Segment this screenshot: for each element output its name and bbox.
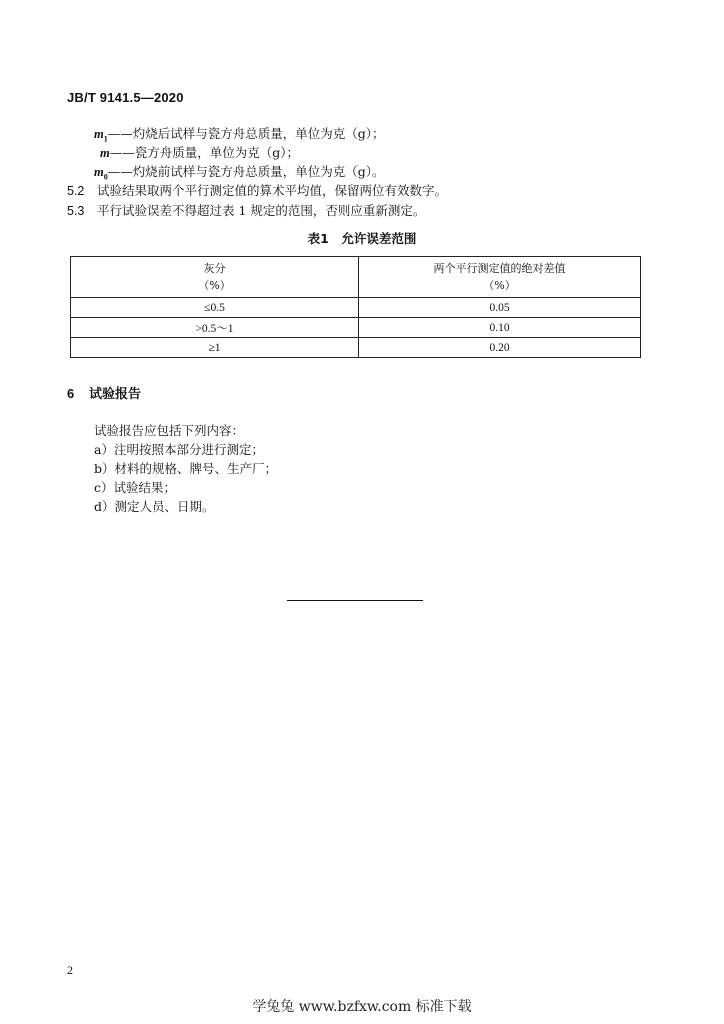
table-cell-diff: 0.20 <box>359 338 641 358</box>
table-row <box>71 298 641 318</box>
end-rule <box>287 600 423 601</box>
variable-definition-m1 <box>94 124 385 144</box>
clause-5-2 <box>67 181 447 199</box>
clause-number: 5.2 <box>67 184 85 198</box>
table-cell-ash: ≥1 <box>71 338 359 358</box>
table-cell-diff: 0.10 <box>359 318 641 338</box>
table-cell-ash: ≤0.5 <box>71 298 359 318</box>
variable-definition-m <box>100 143 299 163</box>
section-title-text: 试验报告 <box>89 387 142 402</box>
section-number: 6 <box>67 386 75 401</box>
table-cell-diff: 0.05 <box>359 298 641 318</box>
table-header-row <box>71 257 641 298</box>
clause-text: 试验结果取两个平行测定值的算术平均值，保留两位有效数字。 <box>97 183 448 198</box>
variable-text: ——灼烧前试样与瓷方舟总质量，单位为克（g）。 <box>107 164 385 179</box>
variable-symbol: $m_1$ <box>94 127 108 144</box>
variable-symbol: $m_0$ <box>94 165 108 182</box>
clause-5-3 <box>67 201 425 219</box>
table-cell-ash: >0.5～1 <box>71 318 359 338</box>
standard-code: JB/T 9141.5—2020 <box>67 90 184 105</box>
section-6-title <box>67 383 141 402</box>
list-item: d）测定人员、日期。 <box>94 499 215 514</box>
list-item: b）材料的规格、牌号、生产厂； <box>94 461 278 476</box>
variable-text: ——瓷方舟质量，单位为克（g）； <box>109 145 299 160</box>
variable-symbol: m <box>100 146 110 160</box>
clause-text: 平行试验误差不得超过表 1 规定的范围，否则应重新测定。 <box>97 203 426 218</box>
page-number: 2 <box>67 963 73 977</box>
list-item: a）注明按照本部分进行测定； <box>94 442 264 457</box>
table-row <box>71 318 641 338</box>
variable-definition-m0 <box>94 162 385 182</box>
variable-text: ——灼烧后试样与瓷方舟总质量，单位为克（g）； <box>107 126 385 141</box>
footer-watermark-text: 学兔兔 www.bzfxw.com 标准下载 <box>252 999 472 1015</box>
table-caption: 表1 允许误差范围 <box>307 231 417 246</box>
header-ash: 灰分 （%） <box>71 257 359 298</box>
header-abs-diff: 两个平行测定值的绝对差值 （%） <box>359 257 641 298</box>
report-intro: 试验报告应包括下列内容： <box>94 423 245 438</box>
table-row <box>71 338 641 358</box>
tolerance-table <box>70 256 641 358</box>
list-item: c）试验结果； <box>94 480 177 495</box>
clause-number: 5.3 <box>67 204 85 218</box>
